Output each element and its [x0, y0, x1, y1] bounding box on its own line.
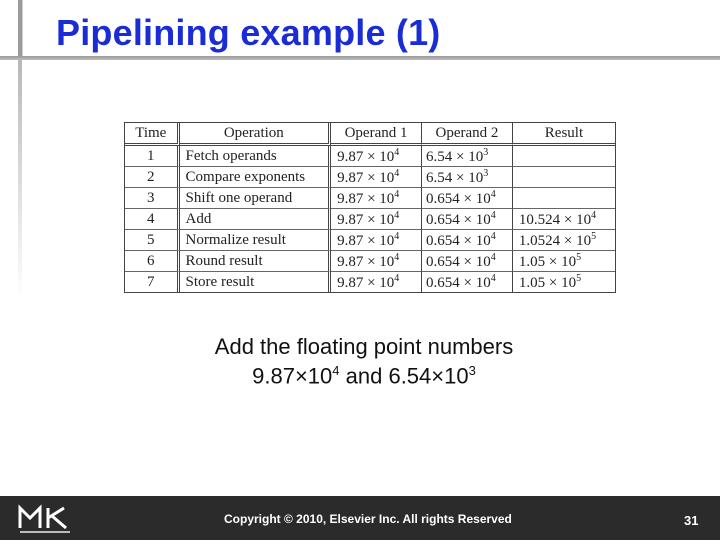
operand1-mantissa: 9.87 × 10	[337, 148, 395, 165]
result-mantissa: 1.05 × 10	[518, 274, 577, 291]
table-row	[125, 230, 615, 251]
time-value: 1	[147, 147, 155, 164]
operand1-mantissa: 9.87 × 10	[337, 274, 395, 291]
operand2-mantissa: 6.54 × 10	[426, 148, 484, 165]
cell-operand1	[331, 188, 422, 209]
caption-line-2	[0, 363, 720, 389]
operation-value: Round result	[185, 252, 263, 269]
cell-operation	[180, 230, 332, 251]
result-mantissa: 10.524 × 10	[518, 211, 592, 228]
operand1-exponent: 4	[394, 272, 400, 284]
operand1-exponent: 4	[394, 251, 400, 263]
cell-time	[125, 146, 180, 167]
cell-result	[513, 230, 615, 251]
operand1-mantissa: 9.87 × 10	[337, 169, 395, 186]
time-value: 2	[147, 168, 155, 185]
operand1-exponent: 4	[394, 146, 400, 158]
operation-value: Add	[185, 210, 212, 227]
cell-operand1	[331, 209, 422, 230]
header-operation: Operation	[180, 123, 332, 146]
page-number: 31	[684, 513, 699, 528]
operation-value: Store result	[185, 273, 255, 290]
cell-time	[125, 230, 180, 251]
operand2-mantissa: 0.654 × 10	[426, 211, 491, 228]
operand2-mantissa: 0.654 × 10	[426, 274, 491, 291]
operand1-mantissa: 9.87 × 10	[337, 211, 395, 228]
caption-b-exponent: 3	[468, 363, 476, 378]
cell-operand1	[331, 146, 422, 167]
operand2-exponent: 4	[490, 251, 496, 263]
operand2-exponent: 4	[490, 209, 496, 221]
cell-result	[513, 146, 615, 167]
cell-time	[125, 272, 180, 292]
time-value: 7	[147, 273, 155, 290]
cell-time	[125, 167, 180, 188]
header-operand2: Operand 2	[422, 123, 513, 146]
table-row	[125, 209, 615, 230]
cell-operation	[180, 188, 332, 209]
cell-operand1	[331, 272, 422, 292]
cell-result	[513, 188, 615, 209]
table-row	[125, 251, 615, 272]
operation-value: Fetch operands	[185, 147, 277, 164]
operand2-exponent: 4	[490, 188, 496, 200]
left-fade-bar	[18, 60, 22, 300]
table-row	[125, 272, 615, 292]
cell-time	[125, 188, 180, 209]
cell-operand2	[422, 188, 513, 209]
cell-operand1	[331, 167, 422, 188]
cell-operand1	[331, 230, 422, 251]
cell-operation	[180, 272, 332, 292]
mk-logo	[18, 504, 74, 541]
operand2-mantissa: 6.54 × 10	[426, 169, 484, 186]
result-mantissa: 1.0524 × 10	[518, 232, 592, 249]
operand1-exponent: 4	[394, 230, 400, 242]
caption-a-exponent: 4	[332, 363, 340, 378]
cell-operand2	[422, 272, 513, 292]
cell-operand2	[422, 209, 513, 230]
operand2-exponent: 3	[483, 167, 489, 179]
operand1-exponent: 4	[394, 188, 400, 200]
operand2-mantissa: 0.654 × 10	[426, 232, 491, 249]
table-row	[125, 146, 615, 167]
left-accent-line	[22, 0, 23, 58]
operand2-exponent: 4	[490, 272, 496, 284]
operand2-mantissa: 0.654 × 10	[426, 190, 491, 207]
operation-value: Shift one operand	[185, 189, 293, 206]
operation-value: Compare exponents	[185, 168, 306, 185]
cell-operand2	[422, 251, 513, 272]
cell-operation	[180, 167, 332, 188]
cell-time	[125, 209, 180, 230]
cell-operand2	[422, 167, 513, 188]
operand1-mantissa: 9.87 × 10	[337, 190, 395, 207]
cell-operation	[180, 251, 332, 272]
operand1-mantissa: 9.87 × 10	[337, 253, 395, 270]
cell-operand2	[422, 230, 513, 251]
title-underline	[0, 56, 720, 60]
result-exponent: 4	[591, 209, 597, 221]
table-body	[125, 146, 615, 292]
operand2-exponent: 4	[490, 230, 496, 242]
cell-time	[125, 251, 180, 272]
slide-title: Pipelining example (1)	[56, 12, 441, 53]
operand1-exponent: 4	[394, 167, 400, 179]
cell-operand2	[422, 146, 513, 167]
table-row	[125, 167, 615, 188]
result-mantissa: 1.05 × 10	[518, 253, 577, 270]
operand2-mantissa: 0.654 × 10	[426, 253, 491, 270]
caption-mid: and 6.54×10	[345, 363, 469, 389]
pipeline-table	[124, 122, 616, 293]
cell-result	[513, 209, 615, 230]
cell-operation	[180, 209, 332, 230]
operand1-exponent: 4	[394, 209, 400, 221]
time-value: 4	[147, 210, 155, 227]
result-exponent: 5	[591, 230, 597, 242]
header-operand1: Operand 1	[331, 123, 422, 146]
cell-result	[513, 167, 615, 188]
time-value: 5	[147, 231, 155, 248]
operand2-exponent: 3	[483, 146, 489, 158]
footer-bar	[0, 496, 720, 540]
header-time: Time	[125, 123, 180, 146]
cell-result	[513, 251, 615, 272]
operand1-mantissa: 9.87 × 10	[337, 232, 395, 249]
caption-line-1: Add the floating point numbers	[214, 334, 514, 359]
time-value: 3	[147, 189, 155, 206]
result-exponent: 5	[576, 272, 582, 284]
footer-copyright: Copyright © 2010, Elsevier Inc. All rights Reserved	[224, 512, 512, 526]
table-row	[125, 188, 615, 209]
operation-value: Normalize result	[185, 231, 286, 248]
time-value: 6	[147, 252, 155, 269]
cell-result	[513, 272, 615, 292]
caption-a-mantissa: 9.87×10	[252, 363, 333, 389]
mk-logo-icon	[18, 504, 74, 536]
cell-operand1	[331, 251, 422, 272]
cell-operation	[180, 146, 332, 167]
table-header-row	[125, 123, 615, 146]
result-exponent: 5	[576, 251, 582, 263]
header-result: Result	[513, 123, 615, 146]
